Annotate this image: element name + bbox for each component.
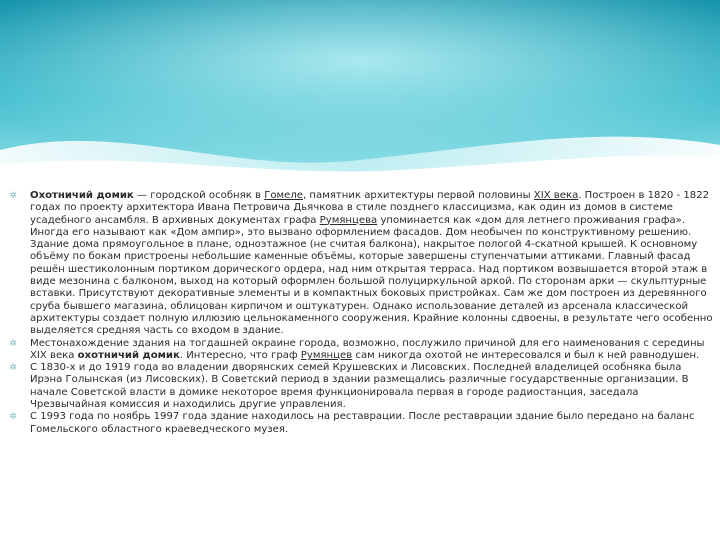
text-run: С 1830-х и до 1919 года во владении дворянских семей Крушевских и Лисовских. Последней владелицей особняка была Ирэна Голынская (из Лисовских). В Советский период в здании размещались различные государственные организации. В начале Советской власти в домике некоторое время функционировала первая в городе радиостанция, заседала Чрезвычайная комиссия и находились другие управления. [30, 362, 689, 411]
content-list [8, 190, 714, 436]
paragraph-text [30, 411, 714, 436]
text-run: , памятник архитектуры первой половины [303, 190, 534, 201]
text-run: Местонахождение здания на тогдашней окраине города, возможно, послужило причиной для его наименования с середины XIX века [30, 337, 705, 361]
bold-term: Охотничий домик [30, 190, 134, 201]
list-item [8, 362, 714, 411]
paragraph-text [30, 338, 714, 363]
list-item [8, 190, 714, 338]
text-link[interactable]: XIX века [533, 190, 579, 201]
text-run: упоминается как «дом для летнего проживания графа». Иногда его называют как «Дом ампир», это вызвано оформлением фасадов. Дом необычен по конструктивному решению. Здание дома прямоугольное в плане, одноэтажное (не считая балкона), накрытое пологой 4-скатной крышей. К основному объёму по бокам пристроены небольшие каменные объёмы, которые завершены ступенчатыми аттиками. Главный фасад решён шестиколонным портиком дорического ордера, над ним открытая терраса. Над портиком возвышается второй этаж в виде мезонина с балконом, выход на который оформлен большой полуциркульной аркой. По сторонам арки — скульптурные вставки. Присутствуют декоративные элементы и в компактных боковых пристройках. Сам же дом построен из деревянного сруба бывшего магазина, облицован кирпичом и оштукатурен. Однако использование деталей из арсенала классической архитектуры создает полную иллюзию цельнокаменного сооружения. Крайние колонны сдвоены, в результате чего особенно выделяется средняя часть со входом в здание. [30, 214, 713, 337]
text-link[interactable]: Румянцева [319, 214, 378, 226]
list-item [8, 338, 714, 363]
bold-term: охотничий домик [77, 349, 180, 361]
text-run: . Построен в 1820 - 1822 годах по проекту архитектора Ивана Петровича Дьячкова в стиле позднего классицизма, как один из домов в системе усадебного ансамбля. В архивных документах графа [30, 190, 710, 226]
star-bullet-icon: ✲ [9, 191, 17, 201]
paragraph-text [30, 362, 714, 411]
text-run: . Интересно, что граф [179, 349, 301, 361]
star-bullet-icon: ✲ [9, 338, 17, 349]
star-bullet-icon: ✲ [9, 412, 17, 423]
text-run: сам никогда охотой не интересовался и был к ней равнодушен. [352, 349, 700, 361]
text-run: — городской особняк в [133, 190, 265, 201]
list-item [8, 411, 714, 436]
text-run: С 1993 года по ноябрь 1997 года здание находилось на реставрации. После реставрации здание было передано на баланс Гомельского областного краеведческого музея. [30, 411, 695, 435]
text-link[interactable]: Гомеле [264, 190, 304, 201]
text-link[interactable]: Румянцев [300, 349, 353, 361]
header-wave-decoration [0, 0, 720, 175]
paragraph-text [30, 190, 714, 338]
star-bullet-icon: ✲ [9, 363, 17, 374]
